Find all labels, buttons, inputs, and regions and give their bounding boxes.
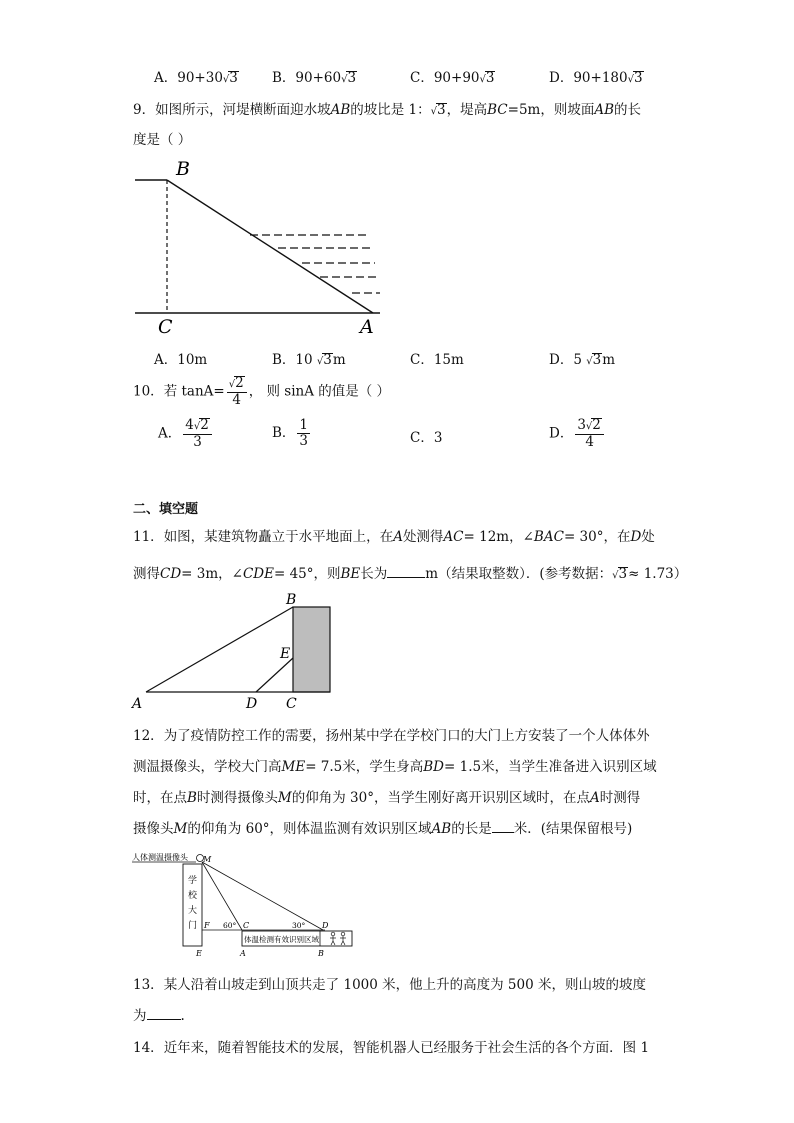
q12-angle-30: 30° <box>292 921 306 930</box>
q8-option-c: C．90+90√3 <box>410 70 495 86</box>
q10-option-d: D． $\frac{3√2}{4}$ <box>549 418 606 450</box>
q11-label-b: B <box>286 592 297 608</box>
q12-camera-label: 人体测温摄像头 <box>132 853 188 862</box>
q12-gate-char-2: 校 <box>188 891 198 901</box>
q14-line1: 14．近年来，随着智能技术的发展，智能机器人已经服务于社会生活的各个方面．图 1 <box>133 1040 650 1056</box>
q9-line1: 9．如图所示，河堤横断面迎水坡AB的坡比是 1：√3，堤高BC=5m，则坡面AB的长 <box>133 102 642 118</box>
q13-line2: 为 . <box>133 1008 185 1024</box>
q8-option-d: D．90+180√3 <box>549 70 643 86</box>
q10-question: 10．若 tanA= $\frac{√2}{4}$ ， 则 sinA 的值是（ ） <box>133 375 391 408</box>
q12-label-m: M <box>203 855 212 864</box>
q11-answer-blank[interactable] <box>387 577 425 578</box>
q9-water-lines <box>250 235 380 293</box>
q12-label-e: E <box>196 949 202 958</box>
q8-option-b: B．90+60√3 <box>272 70 357 86</box>
q11-figure <box>128 588 338 713</box>
q12-label-c: C <box>243 921 250 930</box>
q12-label-f: F <box>204 921 210 930</box>
q13-line1: 13．某人沿着山坡走到山顶共走了 1000 米，他上升的高度为 500 米，则山坡的坡度 <box>133 977 646 993</box>
q9-label-c: C <box>158 316 173 338</box>
section-title: 二、填空题 <box>133 502 199 517</box>
q12-gate-char-4: 门 <box>188 921 198 931</box>
q11-building <box>293 607 330 692</box>
q12-label-a: A <box>240 949 246 958</box>
q11-line1: 11．如图，某建筑物矗立于水平地面上，在A处测得AC= 12m，∠BAC= 30°，在D处 <box>133 529 655 545</box>
q10-option-a: A． $\frac{4√2}{3}$ <box>158 418 214 450</box>
q9-option-d: D．5 √3m <box>549 352 615 368</box>
q12-student-icons <box>330 932 346 945</box>
q12-label-b: B <box>318 949 324 958</box>
q9-option-c: C．15m <box>410 352 464 368</box>
q9-option-a: A．10m <box>154 352 208 368</box>
q10-option-b: B． $\frac{1}{3}$ <box>272 417 309 449</box>
q12-line4: 摄像头M的仰角为 60°，则体温监测有效识别区域AB的长是 米．(结果保留根号) <box>133 821 633 837</box>
q13-answer-blank[interactable] <box>147 1019 181 1020</box>
q12-label-d: D <box>322 921 329 930</box>
q9-line2: 度是（ ） <box>133 132 192 148</box>
q12-answer-blank[interactable] <box>492 832 514 833</box>
q11-line-de <box>256 658 293 692</box>
q11-line-ab <box>146 607 293 692</box>
q11-line2: 测得CD= 3m，∠CDE= 45°，则BE长为 m（结果取整数）．(参考数据：√3≈ 1.73） <box>133 566 688 582</box>
q9-label-a: A <box>360 316 374 338</box>
q11-label-a: A <box>132 696 143 712</box>
q12-zone-label: 体温检测有效识别区域 <box>244 935 319 944</box>
q12-gate-char-1: 学 <box>188 876 198 886</box>
q11-label-e: E <box>280 646 291 662</box>
q12-figure <box>130 848 360 960</box>
q12-line2: 测温摄像头，学校大门高ME= 7.5米，学生身高BD= 1.5米，当学生准备进入识别区域 <box>133 759 657 775</box>
q9-figure <box>130 155 390 340</box>
q12-gate-char-3: 大 <box>188 906 198 916</box>
q12-line3: 时，在点B时测得摄像头M的仰角为 30°，当学生刚好离开识别区域时，在点A时测得 <box>133 790 641 806</box>
q11-label-c: C <box>286 696 297 712</box>
q12-ray-30 <box>202 862 323 930</box>
q12-ray-60 <box>202 862 242 930</box>
q12-line1: 12．为了疫情防控工作的需要，扬州某中学在学校门口的大门上方安装了一个人体体外 <box>133 728 650 744</box>
q12-angle-60: 60° <box>223 921 237 930</box>
q10-option-c: C．3 <box>410 430 443 446</box>
q8-option-a: A．90+30√3 <box>154 70 238 86</box>
q11-label-d: D <box>246 696 258 712</box>
q9-option-b: B．10 √3m <box>272 352 346 368</box>
q9-slope-line <box>167 180 373 313</box>
q9-label-b: B <box>176 158 190 180</box>
